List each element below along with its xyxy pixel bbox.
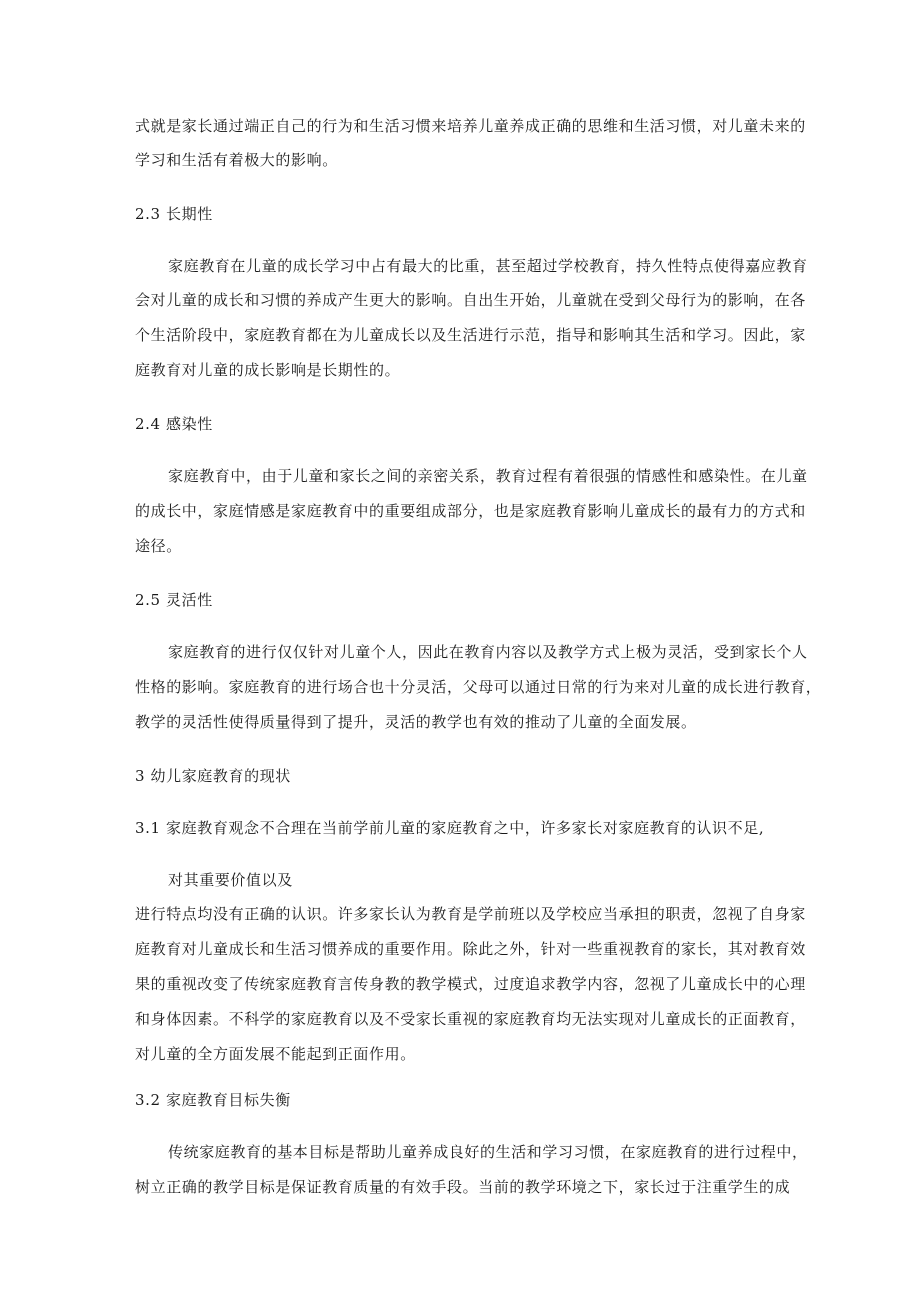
section-heading-3: 3 幼儿家庭教育的现状 — [135, 767, 291, 785]
paragraph-line: 式就是家长通过端正自己的行为和生活习惯来培养儿童养成正确的思维和生活习惯，对儿童未来的 — [135, 117, 806, 135]
paragraph-line: 果的重视改变了传统家庭教育言传身教的教学模式，过度追求教学内容，忽视了儿童成长中的心理 — [135, 975, 806, 993]
paragraph-line: 家庭教育的进行仅仅针对儿童个人，因此在教育内容以及教学方式上极为灵活，受到家长个人 — [168, 643, 808, 661]
section-heading-3-1: 3.1 家庭教育观念不合理在当前学前儿童的家庭教育之中，许多家长对家庭教育的认识不足, — [135, 819, 765, 837]
paragraph-line: 学习和生活有着极大的影响。 — [135, 151, 338, 169]
paragraph-line: 和身体因素。不科学的家庭教育以及不受家长重视的家庭教育均无法实现对儿童成长的正面教育， — [135, 1010, 806, 1028]
paragraph-line: 庭教育对儿童成长和生活习惯养成的重要作用。除此之外，针对一些重视教育的家长，其对教育效 — [135, 940, 806, 958]
paragraph-line: 庭教育对儿童的成长影响是长期性的。 — [135, 361, 401, 379]
paragraph-line: 教学的灵活性使得质量得到了提升，灵活的教学也有效的推动了儿童的全面发展。 — [135, 713, 697, 731]
paragraph-line: 途径。 — [135, 537, 182, 555]
paragraph-line: 家庭教育在儿童的成长学习中占有最大的比重，甚至超过学校教育，持久性特点使得嘉应教育 — [168, 257, 808, 275]
section-heading-2-4: 2.4 感染性 — [135, 415, 213, 433]
section-heading-2-5: 2.5 灵活性 — [135, 591, 213, 609]
section-heading-3-2: 3.2 家庭教育目标失衡 — [135, 1091, 291, 1109]
paragraph-line: 家庭教育中，由于儿童和家长之间的亲密关系，教育过程有着很强的情感性和感染性。在儿童 — [168, 467, 808, 485]
paragraph-line: 进行特点均没有正确的认识。许多家长认为教育是学前班以及学校应当承担的职责，忽视了自身家 — [135, 905, 806, 923]
paragraph-line: 的成长中，家庭情感是家庭教育中的重要组成部分，也是家庭教育影响儿童成长的最有力的方式和 — [135, 502, 806, 520]
section-heading-2-3: 2.3 长期性 — [135, 205, 213, 223]
paragraph-line: 会对儿童的成长和习惯的养成产生更大的影响。自出生开始，儿童就在受到父母行为的影响，在各 — [135, 291, 806, 309]
paragraph-line: 个生活阶段中，家庭教育都在为儿童成长以及生活进行示范，指导和影响其生活和学习。因此，家 — [135, 326, 806, 344]
paragraph-line: 树立正确的教学目标是保证教育质量的有效手段。当前的教学环境之下，家长过于注重学生的成 — [135, 1178, 791, 1196]
paragraph-line: 对儿童的全方面发展不能起到正面作用。 — [135, 1045, 416, 1063]
paragraph-line: 传统家庭教育的基本目标是帮助儿童养成良好的生活和学习习惯，在家庭教育的进行过程中， — [168, 1143, 808, 1161]
paragraph-line: 对其重要价值以及 — [168, 871, 293, 889]
paragraph-line: 性格的影响。家庭教育的进行场合也十分灵活，父母可以通过日常的行为来对儿童的成长进行教育， — [135, 678, 822, 696]
